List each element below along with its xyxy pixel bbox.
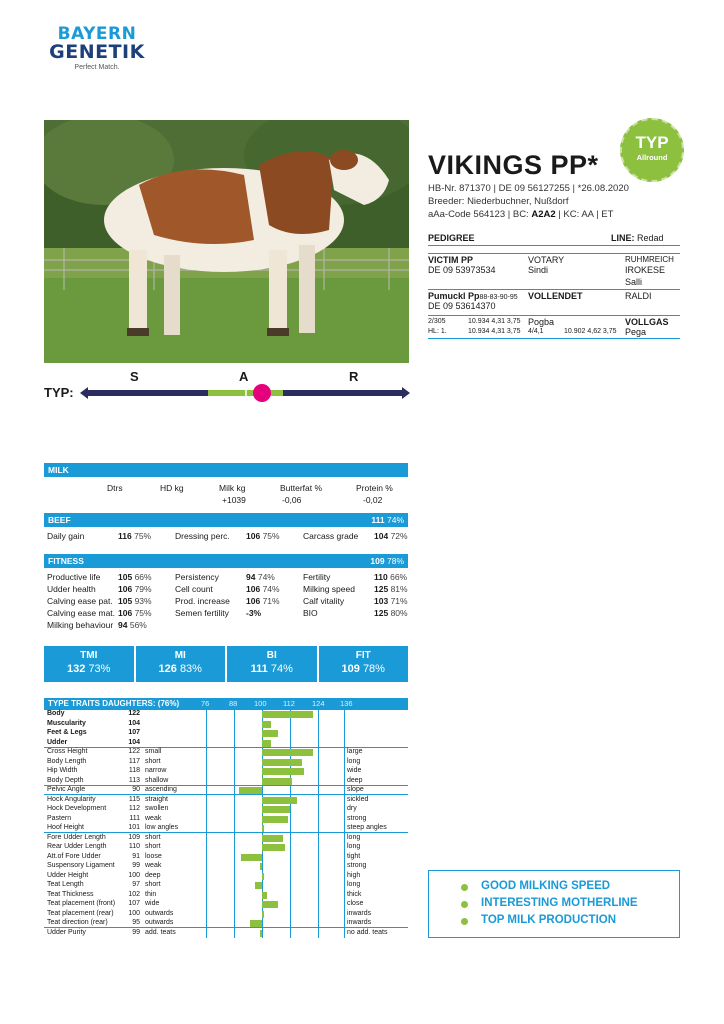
trait-bar	[262, 768, 304, 775]
trait-bar	[262, 816, 288, 823]
trait-bar	[241, 854, 262, 861]
pedigree-dam-id: DE 09 53614370	[428, 301, 496, 311]
trait-name: Body Depth	[47, 776, 84, 784]
trait-name: Pastern	[47, 814, 72, 822]
type-trait-row	[44, 758, 408, 767]
type-traits-rel: (76%)	[157, 699, 180, 708]
type-trait-row	[44, 891, 408, 900]
trait-name: Rear Udder Length	[47, 843, 107, 850]
trait-bar	[255, 882, 262, 889]
bull-meta-line2: Breeder: Niederbuchner, Nußdorf	[428, 196, 569, 207]
trait-high-label: high	[347, 871, 361, 879]
trait-value: 118	[128, 767, 140, 774]
pedigree-heading: PEDIGREE	[428, 233, 475, 243]
trait-value: 110	[128, 843, 140, 850]
fitness-label: Prod. increase	[175, 596, 230, 606]
milk-heading-text: MILK	[48, 465, 69, 475]
fitness-value: 125 81%	[374, 584, 408, 594]
fitness-label: Fertility	[303, 572, 331, 582]
fitness-label: Calving ease mat.	[47, 608, 116, 618]
type-trait-row	[44, 910, 408, 919]
trait-name: Hock Development	[47, 805, 107, 812]
fitness-value: 105 66%	[118, 572, 152, 582]
fitness-label: Cell count	[175, 584, 213, 594]
trait-name: Body	[47, 710, 65, 717]
trait-low-label: narrow	[145, 767, 167, 774]
beef-heading	[44, 513, 408, 527]
pedigree-dam-sire: VOLLENDET	[528, 291, 583, 301]
fitness-value: 106 74%	[246, 584, 280, 594]
type-trait-row	[44, 919, 408, 928]
trait-value: 100	[128, 871, 140, 879]
bull-meta-line1: HB-Nr. 871370 | DE 09 56127255 | *26.08.2020	[428, 183, 629, 194]
trait-name: Pelvic Angle	[47, 786, 86, 793]
pedigree-sd-dam: Salli	[625, 277, 643, 287]
trait-value: 122	[128, 710, 140, 717]
type-scale-bar	[44, 368, 410, 408]
type-trait-row	[44, 872, 408, 881]
beef-label-dressing: Dressing perc.	[175, 531, 230, 541]
beef-label-carcass: Carcass grade	[303, 531, 359, 541]
trait-bar	[260, 930, 262, 937]
fitness-value: 105 93%	[118, 596, 152, 606]
trait-high-label: dry	[347, 805, 357, 812]
trait-high-label: steep angles	[347, 824, 387, 831]
pedigree-dam-dam: Pogba	[528, 317, 555, 327]
trait-value: 112	[128, 805, 140, 812]
beef-total	[371, 513, 404, 527]
fitness-label: Persistency	[175, 572, 219, 582]
type-traits-table	[44, 710, 408, 938]
logo-tagline: Perfect Match.	[74, 64, 120, 71]
trait-name: Udder	[47, 738, 68, 746]
milk-val-protein: -0,02	[363, 495, 383, 505]
bull-acode: aAa-Code 564123 | BC:	[428, 209, 532, 220]
pedigree-sire-id: DE 09 53973534	[428, 265, 496, 275]
trait-bar	[262, 844, 285, 851]
trait-low-label: short	[145, 757, 161, 765]
fitness-value: 125 80%	[374, 608, 408, 618]
milk-col-dtrs: Dtrs	[107, 483, 123, 493]
beef-total-value: 111	[371, 515, 385, 525]
type-trait-row	[44, 843, 408, 852]
trait-low-label: ascending	[145, 786, 177, 793]
trait-name: Teat direction (rear)	[47, 919, 108, 926]
trait-low-label: low angles	[145, 824, 179, 831]
trait-name: Fore Udder Length	[47, 833, 106, 841]
summary-mi: MI 126 83%	[136, 646, 226, 682]
type-trait-row	[44, 862, 408, 871]
badge-title: TYP	[635, 133, 669, 152]
trait-bar	[262, 740, 271, 747]
trait-bar	[262, 873, 264, 880]
trait-low-label: weak	[145, 814, 162, 822]
trait-bar	[262, 730, 278, 737]
fitness-label: Milking speed	[303, 584, 355, 594]
highlight-item: TOP MILK PRODUCTION	[429, 914, 679, 931]
trait-bar	[260, 863, 262, 870]
type-trait-row	[44, 815, 408, 824]
milk-val-fat: -0,06	[282, 495, 302, 505]
type-scale-label: TYP:	[44, 385, 74, 400]
trait-bar	[262, 825, 264, 832]
type-scale	[44, 368, 410, 408]
trait-high-label: long	[347, 833, 361, 841]
milk-col-protein: Protein %	[356, 483, 393, 493]
trait-name: Udder Purity	[47, 928, 86, 936]
type-trait-row	[44, 777, 408, 786]
trait-high-label: long	[347, 757, 361, 765]
trait-high-label: inwards	[347, 909, 372, 917]
type-trait-row	[44, 929, 408, 938]
bull-photo	[44, 120, 409, 363]
pedigree-dd-sire: VOLLGAS	[625, 317, 669, 327]
trait-name: Teat placement (rear)	[47, 909, 114, 917]
type-trait-row	[44, 710, 408, 719]
scale-marker-a: A	[239, 369, 249, 384]
tick-76: 76	[201, 699, 210, 708]
trait-value: 115	[128, 795, 140, 803]
type-trait-row	[44, 881, 408, 890]
trait-name: Hock Angularity	[47, 795, 96, 803]
trait-bar	[262, 721, 271, 728]
trait-high-label: wide	[347, 767, 362, 774]
fitness-label: Calving ease pat.	[47, 596, 113, 606]
pedigree-dam-lact2-val: 10.934 4,31 3,75	[468, 328, 521, 335]
bullet-icon	[461, 884, 468, 891]
fitness-label: Productive life	[47, 572, 101, 582]
badge-subtitle: Allround	[636, 153, 668, 162]
trait-low-label: short	[145, 843, 161, 850]
tick-112: 112	[283, 699, 295, 708]
pedigree-dd-lact: 4/4,1	[528, 328, 544, 335]
pedigree-dam	[428, 291, 518, 301]
trait-bar	[262, 797, 297, 804]
trait-value: 107	[128, 729, 140, 736]
beef-heading-text: BEEF	[48, 515, 71, 525]
pedigree-line	[611, 233, 664, 243]
milk-heading	[44, 463, 408, 477]
trait-bar	[250, 920, 262, 927]
fitness-label: BIO	[303, 608, 318, 618]
type-trait-row	[44, 853, 408, 862]
trait-high-label: no add. teats	[347, 928, 388, 936]
pedigree-sire: VICTIM PP	[428, 255, 474, 265]
type-scale-dot	[253, 384, 271, 402]
trait-high-label: long	[347, 881, 361, 888]
trait-value: 97	[132, 881, 140, 888]
fitness-value: 110 66%	[374, 572, 408, 582]
trait-low-label: thin	[145, 890, 157, 898]
trait-high-label: strong	[347, 862, 367, 869]
pedigree	[428, 232, 680, 339]
trait-value: 99	[132, 928, 140, 936]
summary-bi: BI 111 74%	[227, 646, 317, 682]
milk-col-hd: HD kg	[160, 483, 184, 493]
milk-val-milk: +1039	[222, 495, 246, 505]
trait-low-label: outwards	[145, 909, 174, 917]
fitness-total-rel: 78%	[386, 556, 404, 566]
pedigree-sd-sire: IROKESE	[625, 265, 666, 275]
milk-col-fat: Butterfat %	[280, 483, 323, 493]
trait-low-label: weak	[145, 862, 162, 869]
trait-name: Att.of Fore Udder	[47, 852, 101, 860]
fitness-value: 106 75%	[118, 608, 152, 618]
pedigree-dam-lact1: 2/305	[428, 318, 446, 325]
tick-100: 100	[254, 699, 267, 708]
beef-value-daily-gain: 116 75%	[118, 531, 152, 541]
fitness-value: 94 74%	[246, 572, 275, 582]
fitness-value: 106 71%	[246, 596, 280, 606]
summary-fit: FIT 109 78%	[319, 646, 409, 682]
type-trait-row	[44, 786, 408, 795]
fitness-label: Udder health	[47, 584, 96, 594]
trait-value: 104	[128, 738, 140, 746]
fitness-label: Semen fertility	[175, 608, 229, 618]
trait-high-label: thick	[347, 890, 362, 898]
trait-name: Teat Thickness	[47, 890, 94, 898]
trait-bar	[262, 778, 292, 785]
type-trait-row	[44, 834, 408, 843]
type-trait-row	[44, 739, 408, 748]
brand-logo	[42, 26, 152, 71]
trait-low-label: short	[145, 833, 161, 841]
highlight-item: INTERESTING MOTHERLINE	[429, 897, 679, 914]
trait-name: Teat placement (front)	[47, 900, 116, 907]
pedigree-dam-codes: 88-83-90-95	[479, 294, 518, 301]
trait-high-label: strong	[347, 814, 367, 822]
type-trait-row	[44, 729, 408, 738]
trait-low-label: swollen	[145, 805, 169, 812]
trait-value: 99	[132, 862, 140, 869]
scale-marker-r: R	[349, 369, 359, 384]
pedigree-dam-lact2: HL: 1.	[428, 328, 447, 335]
type-trait-row	[44, 767, 408, 776]
trait-bar	[239, 787, 262, 794]
trait-value: 104	[128, 719, 140, 727]
fitness-value: 94 56%	[118, 620, 147, 630]
logo-line2: GENETIK	[49, 41, 145, 63]
pedigree-ds-sire: RALDI	[625, 291, 652, 301]
summary-tmi: TMI 132 73%	[44, 646, 134, 682]
trait-name: Hip Width	[47, 767, 78, 774]
bull-bc: A2A2	[531, 209, 556, 220]
fitness-total-value: 109	[370, 556, 385, 566]
logo-line1: BAYERN	[57, 24, 137, 44]
type-trait-row	[44, 805, 408, 814]
highlight-item: GOOD MILKING SPEED	[429, 880, 679, 897]
pedigree-dd-lact-val: 10.902 4,62 3,75	[564, 328, 617, 335]
trait-bar	[262, 901, 278, 908]
pedigree-sire-dam: Sindi	[528, 265, 549, 275]
trait-low-label: straight	[145, 795, 168, 803]
type-traits-heading-text: TYPE TRAITS DAUGHTERS:	[48, 699, 156, 708]
trait-low-label: small	[145, 748, 162, 755]
fitness-label: Calf vitality	[303, 596, 345, 606]
type-badge	[620, 118, 684, 182]
trait-low-label: loose	[145, 852, 162, 860]
trait-low-label: outwards	[145, 919, 174, 926]
trait-low-label: shallow	[145, 776, 169, 784]
fitness-label: Milking behaviour	[47, 620, 114, 630]
trait-value: 122	[128, 748, 140, 755]
bull-name: VIKINGS PP*	[428, 150, 599, 180]
trait-bar	[262, 711, 313, 718]
type-trait-row	[44, 748, 408, 757]
trait-bar	[262, 759, 302, 766]
fitness-heading	[44, 554, 408, 568]
trait-bar	[262, 911, 264, 918]
pedigree-line-label: LINE:	[611, 233, 635, 243]
trait-high-label: large	[347, 748, 363, 755]
trait-low-label: short	[145, 881, 161, 888]
fitness-heading-text: FITNESS	[48, 556, 84, 566]
type-trait-row	[44, 796, 408, 805]
trait-high-label: deep	[347, 776, 363, 784]
index-summary	[44, 646, 408, 682]
type-traits-heading	[44, 698, 408, 710]
beef-value-carcass: 104 72%	[374, 531, 408, 541]
trait-value: 107	[128, 900, 140, 907]
beef-value-dressing: 106 75%	[246, 531, 280, 541]
trait-high-label: long	[347, 843, 361, 850]
tick-124: 124	[312, 699, 325, 708]
trait-high-label: inwards	[347, 919, 372, 926]
type-trait-row	[44, 824, 408, 833]
beef-total-rel: 74%	[386, 515, 404, 525]
trait-name: Cross Height	[47, 748, 88, 755]
trait-high-label: sickled	[347, 795, 369, 803]
trait-value: 111	[129, 814, 140, 822]
trait-name: Hoof Height	[47, 824, 84, 831]
pedigree-dam-name: Pumuckl Pp	[428, 291, 480, 301]
type-trait-row	[44, 900, 408, 909]
pedigree-dd-dam: Pega	[625, 327, 647, 337]
milk-col-milk: Milk kg	[219, 483, 246, 493]
scale-marker-s: S	[130, 369, 139, 384]
trait-low-label: add. teats	[145, 928, 176, 936]
trait-bar	[262, 892, 267, 899]
trait-bar	[262, 806, 290, 813]
trait-high-label: tight	[347, 852, 361, 860]
bullet-icon	[461, 918, 468, 925]
bullet-icon	[461, 901, 468, 908]
trait-name: Udder Height	[47, 871, 89, 879]
tick-88: 88	[229, 699, 238, 708]
trait-value: 102	[128, 890, 140, 898]
trait-value: 101	[128, 824, 140, 831]
trait-name: Suspensory Ligament	[47, 862, 115, 869]
trait-low-label: deep	[145, 871, 161, 879]
trait-name: Feet & Legs	[47, 729, 87, 736]
trait-bar	[262, 835, 283, 842]
trait-value: 90	[132, 786, 140, 793]
tick-136: 136	[340, 699, 353, 708]
beef-label-daily-gain: Daily gain	[47, 531, 85, 541]
trait-value: 117	[128, 757, 140, 765]
pedigree-ss-sire: RUHMREICH	[625, 255, 674, 264]
trait-high-label: close	[347, 900, 364, 907]
trait-bar	[262, 749, 313, 756]
trait-name: Muscularity	[47, 719, 86, 727]
highlights-box	[428, 870, 680, 938]
pedigree-sire-sire: VOTARY	[528, 255, 565, 265]
pedigree-line-value: Redad	[637, 233, 664, 243]
trait-value: 113	[128, 776, 140, 784]
fitness-value: 103 71%	[374, 596, 408, 606]
fitness-total	[370, 554, 404, 568]
trait-name: Teat Length	[47, 881, 84, 888]
trait-value: 100	[128, 909, 140, 917]
type-trait-row	[44, 720, 408, 729]
bull-kc: | KC: AA | ET	[555, 209, 614, 220]
fitness-value: -3%	[246, 608, 262, 618]
bull-meta-line3	[428, 208, 629, 221]
trait-high-label: slope	[347, 786, 364, 793]
trait-low-label: wide	[145, 900, 160, 907]
bull-meta	[428, 182, 629, 221]
pedigree-dam-lact1-val: 10.934 4,31 3,75	[468, 318, 521, 325]
trait-value: 95	[132, 919, 140, 926]
fitness-value: 106 79%	[118, 584, 152, 594]
trait-value: 91	[132, 852, 140, 860]
trait-name: Body Length	[47, 757, 87, 765]
trait-value: 109	[128, 833, 140, 841]
